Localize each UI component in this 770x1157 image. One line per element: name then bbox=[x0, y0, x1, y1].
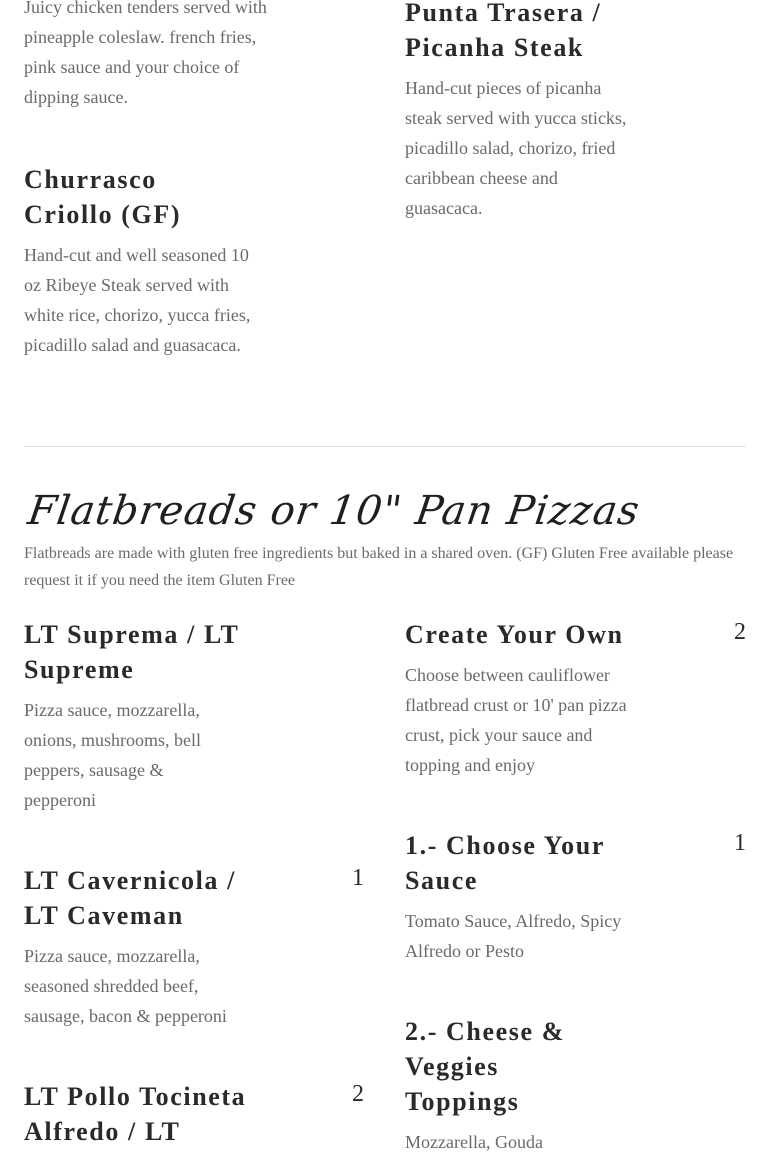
item-price: 2 bbox=[734, 619, 746, 645]
item-name: LT Cavernicola / LT Caveman bbox=[24, 866, 236, 930]
menu-item-cheese-veggies bbox=[405, 1014, 645, 1157]
item-description: Hand-cut pieces of picanha steak served with yucca sticks, picadillo salad, chorizo, fried caribbean cheese and guasacaca. bbox=[405, 78, 627, 218]
item-price: 1 bbox=[734, 830, 746, 856]
menu-item-lt-suprema bbox=[24, 617, 264, 815]
item-name: 2.- Cheese & Veggies Toppings bbox=[405, 1017, 565, 1116]
item-description: Mozzarella, Gouda bbox=[405, 1132, 543, 1152]
item-description: Pizza sauce, mozzarella, seasoned shredded beef, sausage, bacon & pepperoni bbox=[24, 946, 227, 1026]
item-description: Pizza sauce, mozzarella, onions, mushrooms, bell peppers, sausage & pepperoni bbox=[24, 700, 202, 810]
item-name: Churrasco Criollo (GF) bbox=[24, 165, 182, 229]
item-price: 2 bbox=[352, 1081, 364, 1107]
section-divider bbox=[24, 446, 746, 447]
section-note: Flatbreads are made with gluten free ingredients but baked in a shared oven. (GF) Gluten Free available please request it if you need the item Gluten Free bbox=[24, 545, 734, 589]
section-title: Flatbreads or 10" Pan Pizzas bbox=[25, 488, 643, 534]
menu-item-churrasco bbox=[24, 162, 264, 360]
menu-item-picanha bbox=[405, 0, 635, 223]
item-name: 1.- Choose Your Sauce bbox=[405, 831, 605, 895]
item-description: Choose between cauliflower flatbread crust or 10' pan pizza crust, pick your sauce and topping and enjoy bbox=[405, 665, 627, 775]
item-name: LT Suprema / LT Supreme bbox=[24, 620, 240, 684]
item-name: LT Pollo Tocineta Alfredo / LT bbox=[24, 1082, 247, 1146]
item-description: Hand-cut and well seasoned 10 oz Ribeye Steak served with white rice, chorizo, yucca fries, picadillo salad and guasacaca. bbox=[24, 245, 251, 355]
item-name: Create Your Own bbox=[405, 620, 624, 649]
item-description: Tomato Sauce, Alfredo, Spicy Alfredo or Pesto bbox=[405, 911, 622, 961]
menu-item-create-your-own bbox=[405, 617, 645, 780]
item-price: 1 bbox=[352, 865, 364, 891]
menu-item-lt-cavernicola bbox=[24, 863, 264, 1031]
menu-item-choose-sauce bbox=[405, 828, 655, 966]
item-description: Juicy chicken tenders served with pineapple coleslaw. french fries, pink sauce and your choice of dipping sauce. bbox=[24, 0, 267, 107]
item-name: Punta Trasera / Picanha Steak bbox=[405, 0, 602, 62]
menu-item-chicken-tenders bbox=[24, 0, 274, 112]
